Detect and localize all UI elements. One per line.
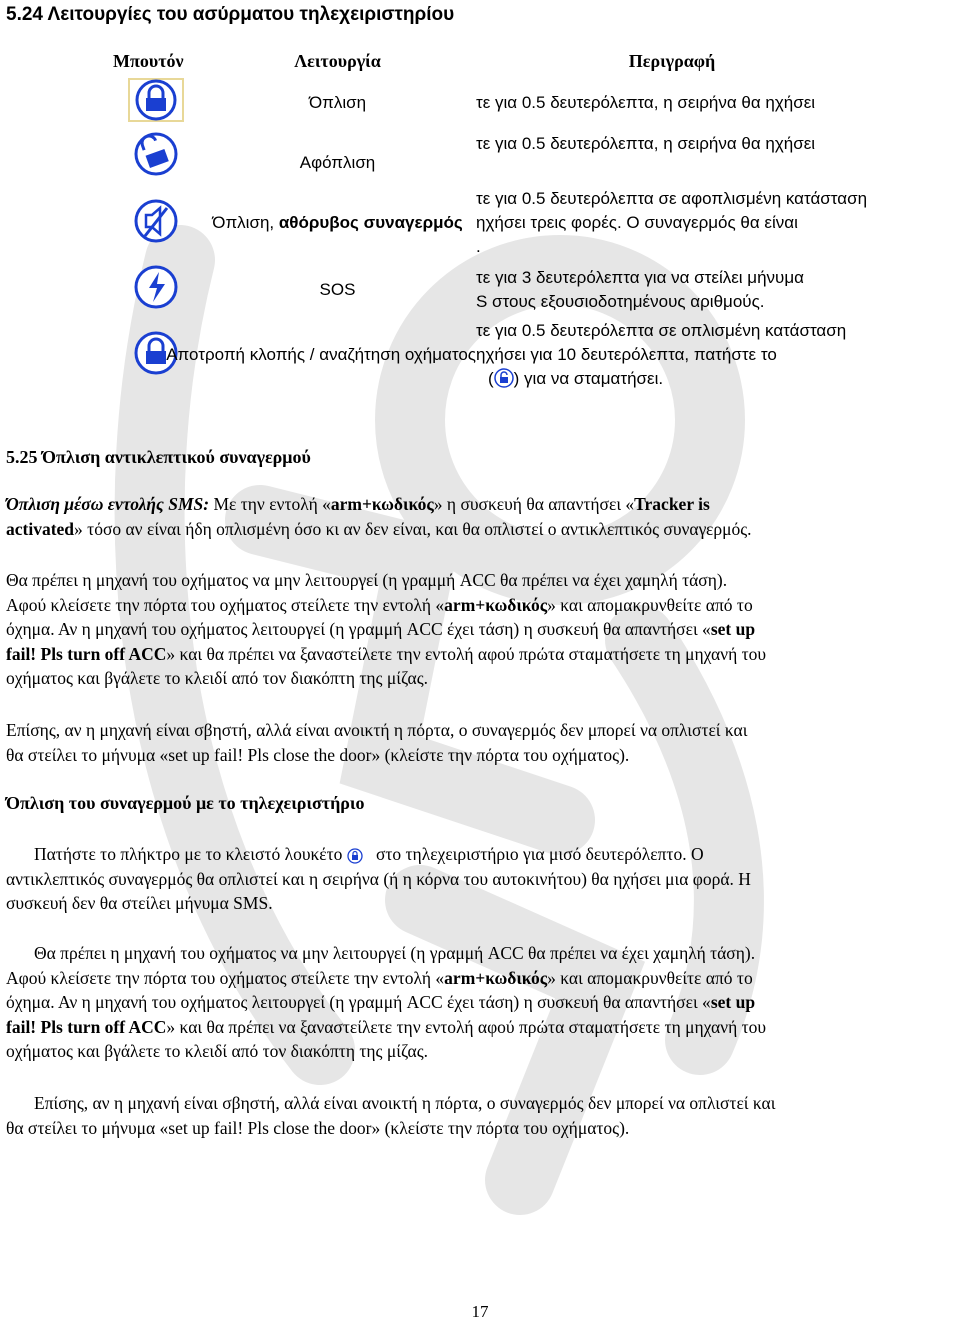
subheading-remote-arm: Όπλιση του συναγερμού με το τηλεχειριστήριο <box>6 793 365 813</box>
description-line: τε για 0.5 δευτερόλεπτα, η σειρήνα θα ηχήσει <box>476 92 816 112</box>
page-number: 17 <box>471 1302 489 1321</box>
function-silent-arm-a: Όπλιση, <box>212 213 279 232</box>
description-line: τε για 0.5 δευτερόλεπτα, η σειρήνα θα ηχήσει <box>476 134 816 153</box>
function-arm: Όπλιση <box>308 92 367 112</box>
remote-functions-table <box>113 45 868 393</box>
description-line: S στους εξουσιοδοτημένους αριθμούς. <box>476 291 765 311</box>
description-line: τε για 3 δευτερόλεπτα για να στείλει μήνυμα <box>476 267 804 287</box>
description-line: τε για 0.5 δευτερόλεπτα σε οπλισμένη κατάσταση <box>476 321 847 340</box>
section-heading-5-25: 5.25 Όπλιση αντικλεπτικού συναγερμού <box>6 447 311 467</box>
description-line: ηχήσει τρεις φορές. Ο συναγερμός θα είναι <box>476 213 798 232</box>
function-sos: SOS <box>319 279 356 299</box>
description-line: ) για να σταματήσει. <box>513 369 664 388</box>
paragraph-sms-arm: Όπλιση μέσω εντολής SMS: Με την εντολή «arm+κωδικός» η συσκευή θα απαντήσει «Tracker is activated» τόσο αν είναι ήδη οπλισμένη όσο κι αν δεν είναι, και θα οπλιστεί ο αντικλεπτικός συναγερμός. <box>6 494 752 539</box>
description-line: τε για 0.5 δευτερόλεπτα σε αφοπλισμένη κατάσταση <box>476 189 868 208</box>
section-heading-5-24: 5.24 Λειτουργίες του ασύρματου τηλεχειριστηρίου <box>6 4 455 25</box>
sos-icon <box>127 262 185 312</box>
paragraph-press-lock: Πατήστε το πλήκτρο με το κλειστό λουκέτο στο τηλεχειριστήριο για μισό δευτερόλεπτο. Ο αντικλεπτικός συναγερμός θα οπλιστεί και η σειρήνα (ή η κόρνα του αυτοκινήτου) θα ηχήσει μια φορά. Η συσκευή δεν θα στείλει μήνυμα SMS. <box>6 844 751 913</box>
header-function: Λειτουργία <box>294 50 381 71</box>
function-disarm: Αφόπλιση <box>299 153 376 172</box>
description-line: ηχήσει για 10 δευτερόλεπτα, πατήστε το <box>476 345 777 364</box>
paragraph-door-open-1: Επίσης, αν η μηχανή είναι σβηστή, αλλά είναι ανοικτή η πόρτα, ο συναγερμός δεν μπορεί να οπλιστεί και θα στείλει το μήνυμα «set up fail! Pls close the door» (κλείστε την πόρτα του οχήματος). <box>6 720 748 765</box>
table-row: Αποτροπή κλοπής / αναζήτηση οχήματος τε για 0.5 δευτερόλεπτα σε οπλισμένη κατάσταση ηχήσει για 10 δευτερόλεπτα, πατήστε το ( ) για να σταματήσει. <box>113 317 868 393</box>
lock-open-icon <box>127 129 185 179</box>
description-line: . <box>476 237 481 256</box>
paragraph-engine-off-2: Θα πρέπει η μηχανή του οχήματος να μην λειτουργεί (η γραμμή ACC θα πρέπει να έχει χαμηλή τάση). Αφού κλείσετε την πόρτα του οχήματος στείλετε την εντολή «arm+κωδικός» και απομακρυνθείτε από το όχημα. Αν η μηχανή του οχήματος λειτουργεί (η γραμμή ACC έχει τάση) η συσκευή θα απαντήσει «set up fail! Pls turn off ACC» και θα πρέπει να ξαναστείλετε την εντολή αφού πρώτα σταματήσετε τη μηχανή του οχήματος και βγάλετε το κλειδί από τον διακόπτη της μίζας. <box>6 943 767 1061</box>
header-description: Περιγραφή <box>628 50 716 71</box>
function-anti-theft: Αποτροπή κλοπής / αναζήτηση οχήματος <box>166 345 476 364</box>
lock-closed-icon <box>127 77 185 123</box>
header-button: Μπουτόν <box>113 50 184 71</box>
table-row <box>113 262 868 317</box>
table-row <box>113 77 868 128</box>
lock-closed-small-icon <box>347 848 363 864</box>
lock-open-small-icon <box>494 368 514 388</box>
table-row <box>113 128 868 184</box>
table-row <box>113 184 868 262</box>
paragraph-engine-off-1: Θα πρέπει η μηχανή του οχήματος να μην λειτουργεί (η γραμμή ACC θα πρέπει να έχει χαμηλή τάση). Αφού κλείσετε την πόρτα του οχήματος στείλετε την εντολή «arm+κωδικός» και απομακρυνθείτε από το όχημα. Αν η μηχανή του οχήματος λειτουργεί (η γραμμή ACC έχει τάση) η συσκευή θα απαντήσει «set up fail! Pls turn off ACC» και θα πρέπει να ξαναστείλετε την εντολή αφού πρώτα σταματήσετε τη μηχανή του οχήματος και βγάλετε το κλειδί από τον διακόπτη της μίζας. <box>6 570 767 688</box>
function-silent-arm-b: αθόρυβος συναγερμός <box>278 213 463 232</box>
paragraph-door-open-2: Επίσης, αν η μηχανή είναι σβηστή, αλλά είναι ανοικτή η πόρτα, ο συναγερμός δεν μπορεί να οπλιστεί και θα στείλει το μήνυμα «set up fail! Pls close the door» (κλείστε την πόρτα του οχήματος). <box>6 1093 776 1138</box>
table-header-row <box>113 45 868 77</box>
silent-arm-icon <box>127 196 185 246</box>
